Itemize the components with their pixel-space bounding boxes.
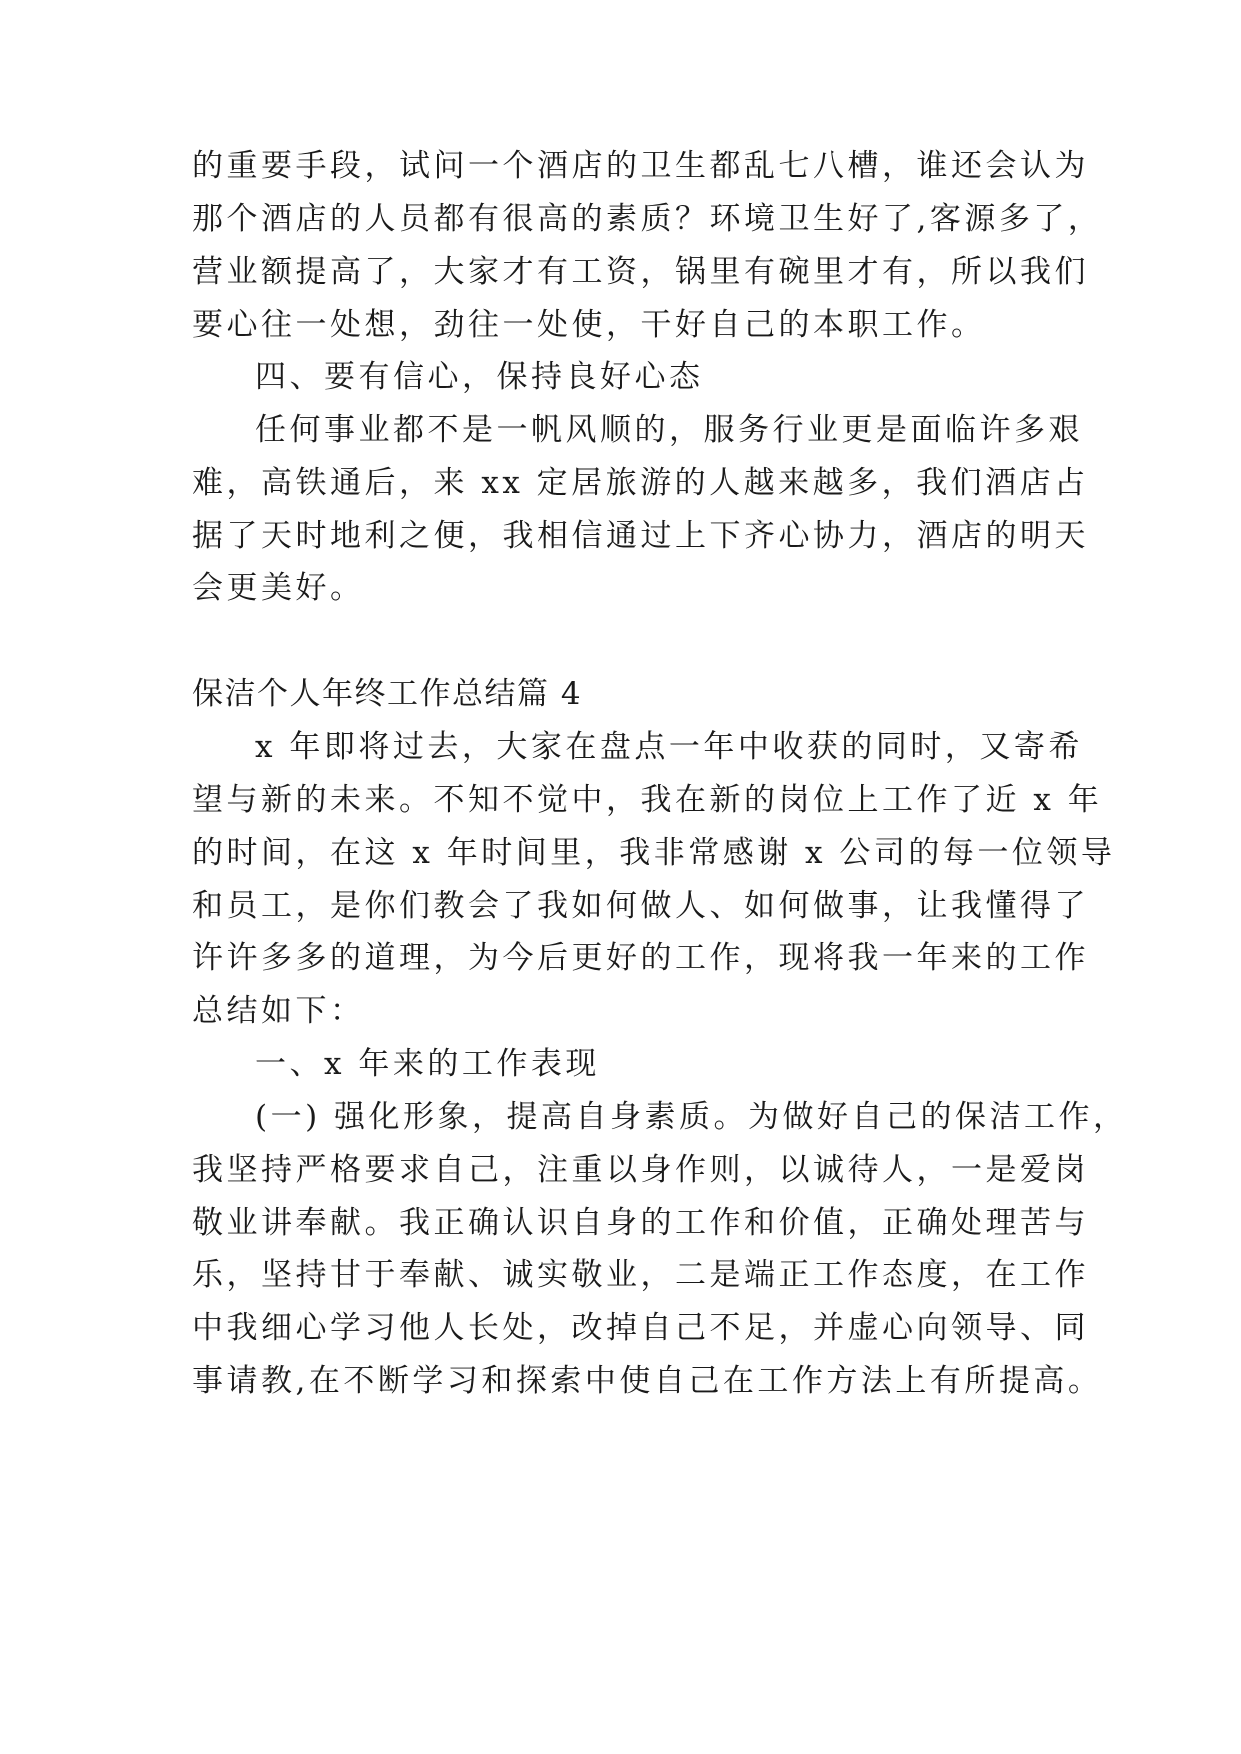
text-line: 许许多多的道理，为今后更好的工作，现将我一年来的工作 bbox=[192, 940, 1089, 976]
text-line: 的时间，在这 x 年时间里，我非常感谢 x 公司的每一位领导 bbox=[192, 835, 1116, 871]
text-line: 要心往一处想，劲往一处使，干好自己的本职工作。 bbox=[192, 307, 986, 343]
text-line: 望与新的未来。不知不觉中，我在新的岗位上工作了近 x 年 bbox=[192, 782, 1103, 818]
section-heading: 一、x 年来的工作表现 bbox=[255, 1046, 600, 1082]
text-line: 和员工，是你们教会了我如何做人、如何做事，让我懂得了 bbox=[192, 888, 1089, 924]
text-line: 会更美好。 bbox=[192, 570, 365, 606]
text-line: 难，高铁通后，来 xx 定居旅游的人越来越多，我们酒店占 bbox=[192, 465, 1089, 501]
text-line: 那个酒店的人员都有很高的素质？环境卫生好了,客源多了， bbox=[192, 201, 1103, 237]
text-line: 的重要手段，试问一个酒店的卫生都乱七八槽，谁还会认为 bbox=[192, 148, 1089, 184]
text-line: 我坚持严格要求自己，注重以身作则，以诚待人，一是爱岗 bbox=[192, 1152, 1089, 1188]
text-line: 总结如下： bbox=[192, 993, 365, 1029]
text-line: (一) 强化形象，提高自身素质。为做好自己的保洁工作， bbox=[255, 1099, 1128, 1135]
text-line: 营业额提高了，大家才有工资，锅里有碗里才有，所以我们 bbox=[192, 254, 1089, 290]
text-line: 中我细心学习他人长处，改掉自己不足，并虚心向领导、同 bbox=[192, 1310, 1089, 1346]
article-title: 保洁个人年终工作总结篇 4 bbox=[192, 676, 583, 712]
text-line: 敬业讲奉献。我正确认识自身的工作和价值，正确处理苦与 bbox=[192, 1205, 1089, 1241]
text-line: 任何事业都不是一帆风顺的，服务行业更是面临许多艰 bbox=[255, 412, 1083, 448]
text-line: x 年即将过去，大家在盘点一年中收获的同时，又寄希 bbox=[255, 729, 1083, 765]
text-line: 乐，坚持甘于奉献、诚实敬业，二是端正工作态度，在工作 bbox=[192, 1257, 1089, 1293]
text-line: 据了天时地利之便，我相信通过上下齐心协力，酒店的明天 bbox=[192, 518, 1089, 554]
section-heading: 四、要有信心，保持良好心态 bbox=[255, 359, 704, 395]
text-line: 事请教,在不断学习和探索中使自己在工作方法上有所提高。 bbox=[192, 1363, 1103, 1399]
